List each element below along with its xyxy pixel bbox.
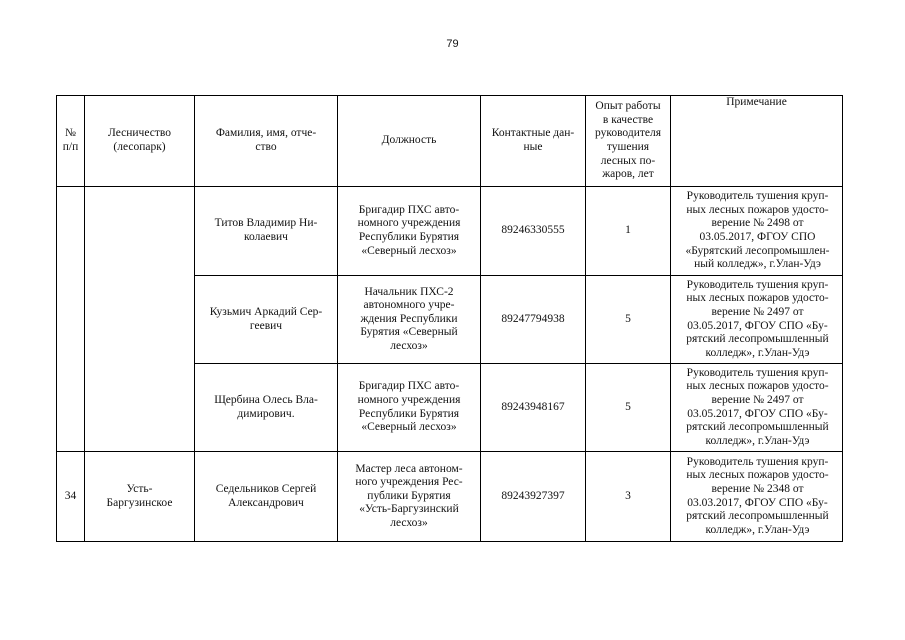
header-name: Фамилия, имя, отче- ство [195,96,338,187]
header-position: Должность [338,96,481,187]
row-contacts-cell: 89247794938 [481,276,586,364]
row-experience-cell: 5 [586,276,671,364]
fire-managers-table [56,95,843,542]
row-forestry-cell [85,187,195,452]
row-position-cell: Мастер леса автоном- ного учреждения Рес- публики Бурятия «Усть-Баргузинский лесхоз» [338,452,481,542]
header-forestry: Лесничество (лесопарк) [85,96,195,187]
header-notes: Примечание [671,96,843,187]
table-row [57,452,843,542]
row-num-cell: 34 [57,452,85,542]
row-notes-cell: Руководитель тушения круп- ных лесных пожаров удосто- верение № 2498 от 03.05.2017, ФГОУ СПО «Бурятский лесопромышлен- ный колледж», г.Улан-Удэ [671,187,843,276]
row-notes-cell: Руководитель тушения круп- ных лесных пожаров удосто- верение № 2497 от 03.05.2017, ФГОУ СПО «Бу- рятский лесопромышленный колледж», г.Улан-Удэ [671,364,843,452]
row-num-cell [57,187,85,452]
row-name-cell: Седельников Сергей Александрович [195,452,338,542]
table-row [57,187,843,276]
row-contacts-cell: 89246330555 [481,187,586,276]
row-notes-cell: Руководитель тушения круп- ных лесных пожаров удосто- верение № 2497 от 03.05.2017, ФГОУ СПО «Бу- рятский лесопромышленный колледж», г.Улан-Удэ [671,276,843,364]
row-experience-cell: 5 [586,364,671,452]
row-name-cell: Кузьмич Аркадий Сер- геевич [195,276,338,364]
row-forestry-cell: Усть- Баргузинское [85,452,195,542]
header-num: № п/п [57,96,85,187]
header-row [57,96,843,187]
row-name-cell: Титов Владимир Ни- колаевич [195,187,338,276]
row-position-cell: Бригадир ПХС авто- номного учреждения Республики Бурятия «Северный лесхоз» [338,187,481,276]
header-experience: Опыт работы в качестве руководителя тушения лесных по- жаров, лет [586,96,671,187]
row-experience-cell: 3 [586,452,671,542]
page-number: 79 [446,38,459,50]
row-position-cell: Бригадир ПХС авто- номного учреждения Республики Бурятия «Северный лесхоз» [338,364,481,452]
row-experience-cell: 1 [586,187,671,276]
row-contacts-cell: 89243927397 [481,452,586,542]
row-contacts-cell: 89243948167 [481,364,586,452]
row-name-cell: Щербина Олесь Вла- димирович. [195,364,338,452]
row-position-cell: Начальник ПХС-2 автономного учре- ждения Республики Бурятия «Северный лесхоз» [338,276,481,364]
header-contacts: Контактные дан- ные [481,96,586,187]
row-notes-cell: Руководитель тушения круп- ных лесных пожаров удосто- верение № 2348 от 03.03.2017, ФГОУ СПО «Бу- рятский лесопромышленный колледж», г.Улан-Удэ [671,452,843,542]
